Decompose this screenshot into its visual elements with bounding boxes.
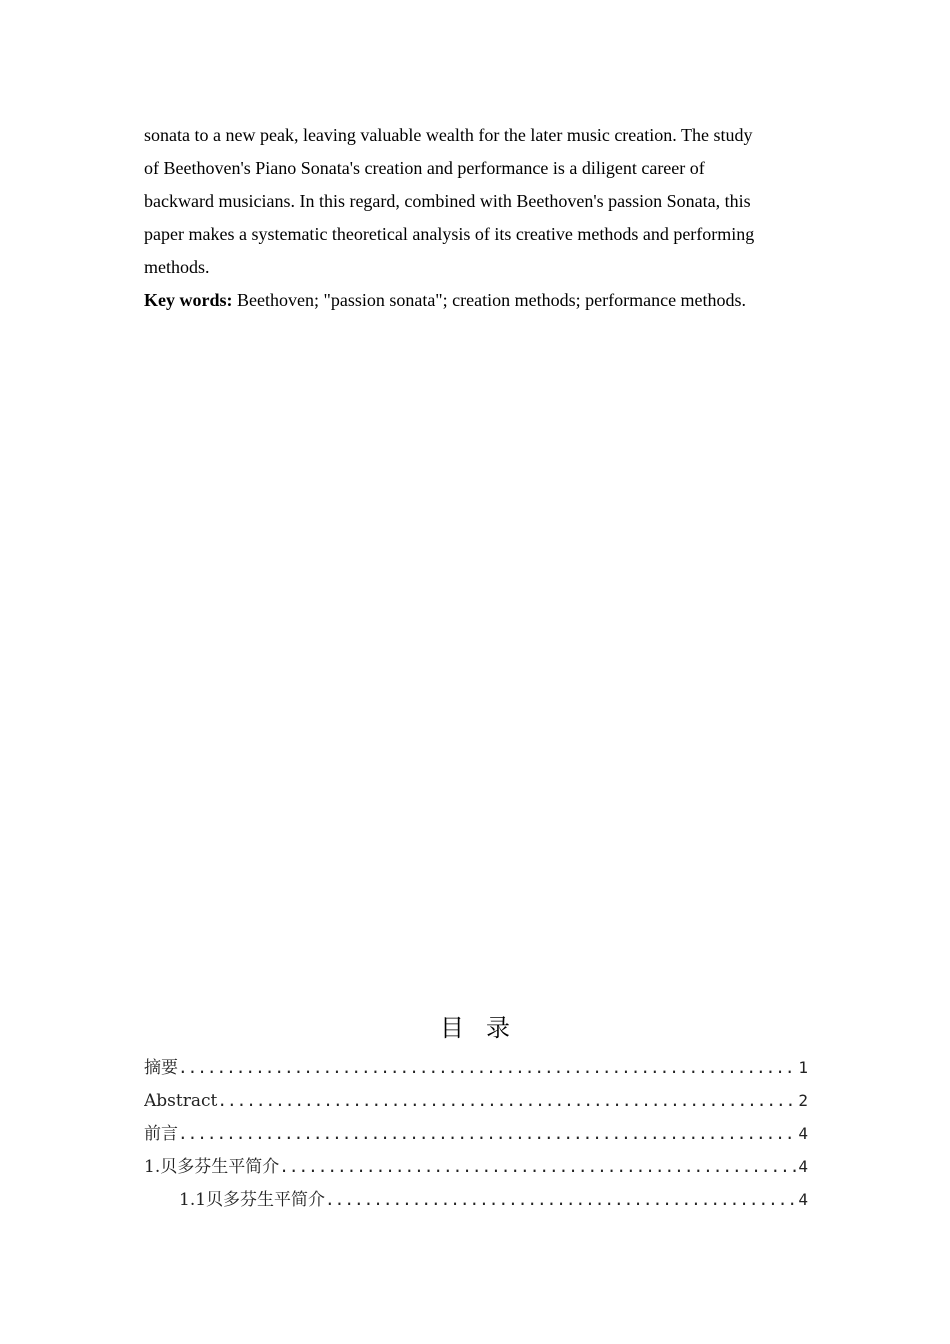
- toc-entry-abstract-cn[interactable]: [144, 1051, 808, 1084]
- abstract-line: sonata to a new peak, leaving valuable wealth for the later music creation. The study: [144, 125, 753, 145]
- toc-entry-chapter-1[interactable]: [144, 1150, 808, 1183]
- toc-dot-leader: [325, 1183, 798, 1216]
- toc-dot-leader: [217, 1084, 798, 1117]
- toc-entry-page: 4: [798, 1124, 808, 1143]
- toc-entry-label: 1.1贝多芬生平简介: [179, 1190, 326, 1210]
- keywords-label: Key words:: [144, 290, 233, 310]
- abstract-line: backward musicians. In this regard, combined with Beethoven's passion Sonata, this: [144, 191, 751, 211]
- toc-entry-page: 1: [798, 1058, 808, 1077]
- abstract-line: paper makes a systematic theoretical analysis of its creative methods and performing: [144, 224, 755, 244]
- toc-dot-leader: [178, 1117, 798, 1150]
- toc-entry-abstract-en[interactable]: [144, 1084, 808, 1117]
- toc-title: 目录: [440, 1014, 532, 1042]
- toc-entry-page: 4: [798, 1157, 808, 1176]
- toc-entry-label: 摘要: [144, 1058, 178, 1078]
- toc-entry-preface[interactable]: [144, 1117, 808, 1150]
- toc-entry-label: 1.贝多芬生平简介: [144, 1157, 280, 1177]
- toc-entry-label: 前言: [144, 1124, 178, 1144]
- toc-entry-page: 2: [798, 1091, 808, 1110]
- toc-entry-label: Abstract: [144, 1091, 218, 1111]
- toc-entry-section-1-1[interactable]: [144, 1183, 808, 1216]
- toc-entry-page: 4: [798, 1190, 808, 1209]
- table-of-contents: [144, 1051, 808, 1216]
- abstract-line: of Beethoven's Piano Sonata's creation and performance is a diligent career of: [144, 158, 705, 178]
- abstract-line: methods.: [144, 257, 210, 277]
- keywords-text: Beethoven; "passion sonata"; creation methods; performance methods.: [232, 290, 747, 310]
- keywords-line: [144, 284, 808, 317]
- english-abstract: [144, 119, 808, 317]
- toc-dot-leader: [178, 1051, 798, 1084]
- toc-dot-leader: [279, 1150, 798, 1183]
